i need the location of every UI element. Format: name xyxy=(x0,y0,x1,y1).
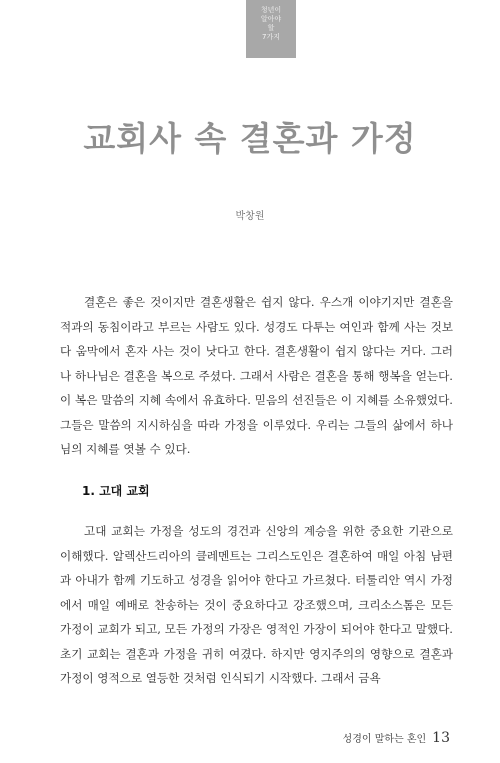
body-paragraph-text: 고대 교회는 가정을 성도의 경건과 신앙의 계승을 위한 중요한 기관으로 이해했다. 알렉산드리아의 클레멘트는 그리스도인은 결혼하여 매일 아침 남편과 아내가 함께 기도하고 성경을 읽어야 한다고 가르쳤다. 터툴리안 역시 가정에서 매일 예배로 찬송하는 것이 중요하다고 강조했으며, 크리소스톰은 모든 가정이 교회가 되고, 모든 가정의 가장은 영적인 가장이 되어야 한다고 말했다. 초기 교회는 결혼과 가정을 귀히 여겼다. 하지만 영지주의의 영향으로 결혼과 가정이 영적으로 열등한 것처럼 인식되기 시작했다. 그래서 금욕 xyxy=(60,524,453,685)
chapter-title: 교회사 속 결혼과 가정 xyxy=(83,119,417,158)
section-tab-line: 알아야 xyxy=(260,15,282,23)
section-tab xyxy=(246,0,296,58)
intro-paragraph-text: 결혼은 좋은 것이지만 결혼생활은 쉽지 않다. 우스개 이야기지만 결혼을 적과의 동침이라고 부르는 사람도 있다. 성경도 다투는 여인과 함께 사는 것보다 움막에서 혼자 사는 것이 낫다고 한다. 결혼생활이 쉽지 않다는 거다. 그러나 하나님은 결혼을 복으로 주셨다. 그래서 사람은 결혼을 통해 행복을 얻는다. 이 복은 말씀의 지혜 속에서 유효하다. 믿음의 선진들은 이 지혜를 소유했었다. 그들은 말씀의 지시하심을 따라 가정을 이루었다. 우리는 그들의 삶에서 하나님의 지혜를 엿볼 수 있다. xyxy=(60,295,453,456)
section-tab-line: 할 xyxy=(267,24,275,32)
intro-paragraph xyxy=(60,290,453,462)
section-heading: 1. 고대 교회 xyxy=(82,484,150,498)
section-tab-line: 7가지 xyxy=(262,33,280,41)
body-paragraph xyxy=(60,519,453,691)
section-tab-line: 청년이 xyxy=(260,6,282,14)
page-footer xyxy=(343,730,450,746)
page-number: 13 xyxy=(432,730,450,746)
running-title: 성경이 말하는 혼인 xyxy=(342,734,427,745)
author-name: 박창원 xyxy=(235,211,265,222)
